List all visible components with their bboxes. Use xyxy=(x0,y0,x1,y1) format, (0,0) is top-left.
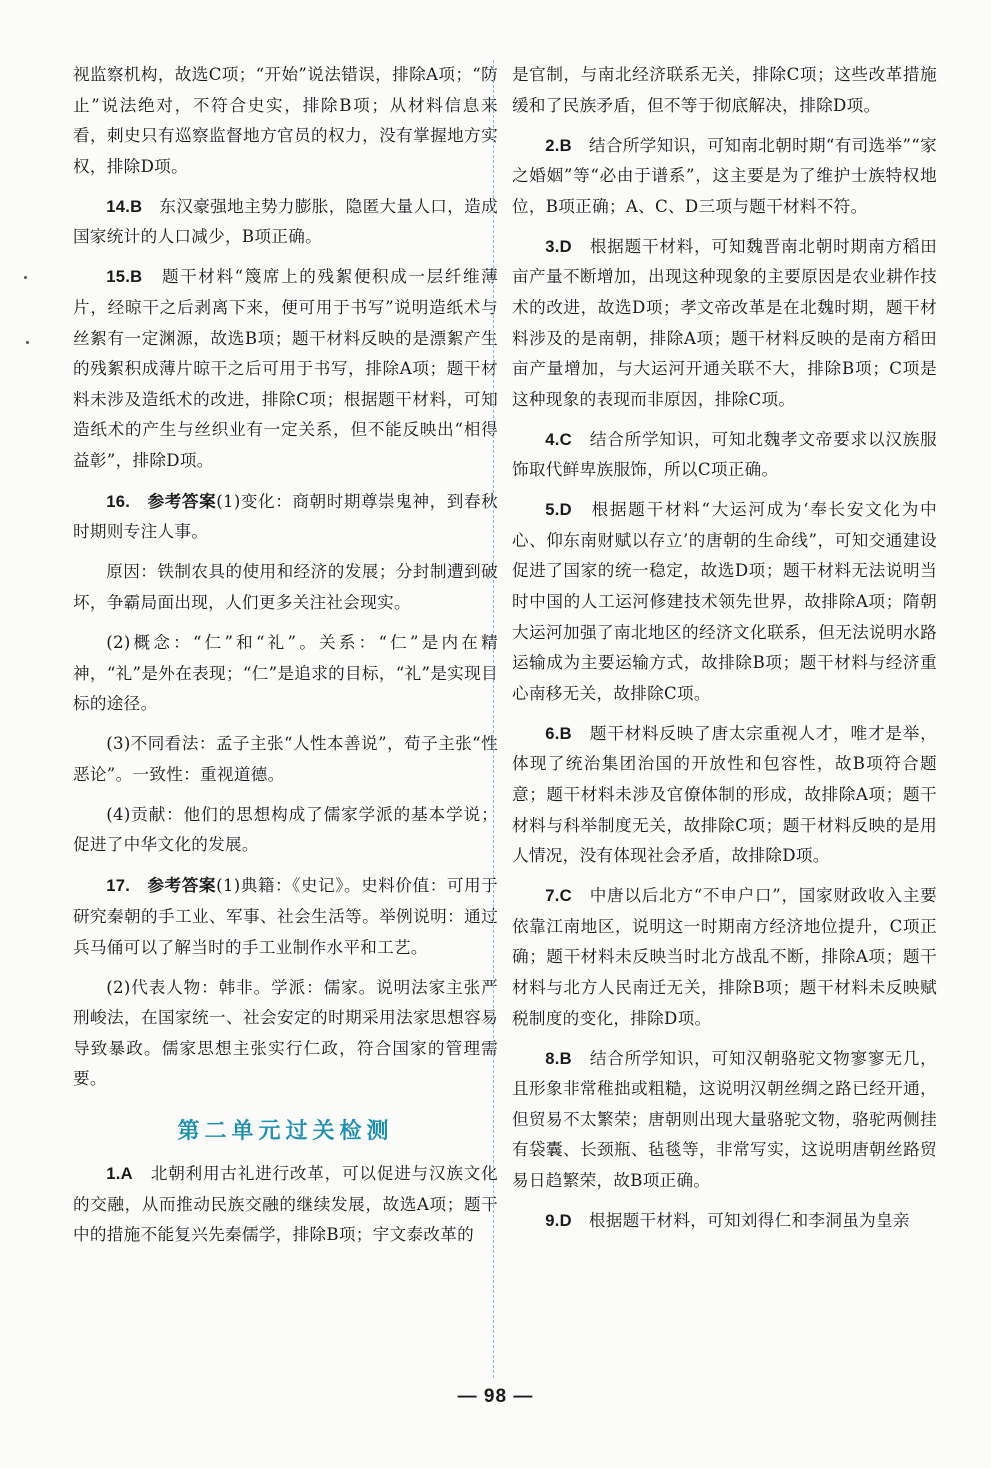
answer-7 xyxy=(512,881,937,1034)
answer-6 xyxy=(512,719,937,872)
answer-choice: D xyxy=(559,236,572,256)
right-column xyxy=(512,60,937,1246)
question-number: 14. xyxy=(106,196,131,216)
page-number: — 98 — xyxy=(457,1386,534,1407)
explanation: 北朝利用古礼进行改革，可以促进与汉族文化的交融，从而推动民族交融的继续发展，故选A项；题干中的措施不能复兴先秦儒学，排除B项；宇文泰改革的 xyxy=(73,1163,498,1245)
question-number: 5. xyxy=(545,500,560,520)
answer-2 xyxy=(512,131,937,223)
question-number: 9. xyxy=(545,1210,560,1230)
explanation: 根据题干材料，可知魏晋南北朝时期南方稻田亩产量不断增加，出现这种现象的主要原因是农业耕作技术的改进，故选D项；孝文帝改革是在北魏时期，题干材料涉及的是南朝，排除A项；题干材料反映的是南方稻田亩产量增加，与大运河开通关联不大，排除B项；C项是这种现象的表现而非原因，排除C项。 xyxy=(512,236,937,409)
explanation: 根据题干材料“大运河成为‘奉长安文化为中心、仰东南财赋以存立’的唐朝的生命线”，可知交通建设促进了国家的统一稳定，故选D项；题干材料无法说明当时中国的人工运河修建技术领先世界，故排除A项；隋朝大运河加强了南北地区的经济文化联系，但无法说明水路运输成为主要运输方式，故排除B项；题干材料与经济重心南移无关，故排除C项。 xyxy=(512,500,937,703)
explanation: 根据题干材料，可知刘得仁和李洞虽为皇亲 xyxy=(588,1210,910,1230)
answer-choice: B xyxy=(130,196,143,216)
explanation: 中唐以后北方“不申户口”，国家财政收入主要依靠江南地区，说明这一时期南方经济地位提升，C项正确；题干材料未反映当时北方战乱不断，排除A项；题干材料与北方人民南迁无关，排除B项；题干材料未反映赋税制度的变化，排除D项。 xyxy=(512,886,938,1028)
question-number: 7. xyxy=(545,886,560,906)
question-number: 1. xyxy=(106,1163,121,1183)
question-number: 8. xyxy=(545,1048,560,1068)
answer-choice: D xyxy=(559,1210,572,1230)
answer-16 xyxy=(73,486,498,548)
section-title: 第二单元过关检测 xyxy=(177,1118,394,1144)
answer-16-part: (2)概念：“仁”和“礼”。关系：“仁”是内在精神，“礼”是外在表现；“仁”是追求的目标，“礼”是实现目标的途径。 xyxy=(73,633,498,714)
question-number: 6. xyxy=(545,723,560,743)
unit2-answer-1 xyxy=(73,1159,498,1251)
answer-choice: D xyxy=(559,500,572,520)
answer-part: (1)变化：商朝时期尊崇鬼神，到春秋时期则专注人事。 xyxy=(73,491,499,542)
answer-8 xyxy=(512,1044,937,1197)
answer-choice: B xyxy=(130,267,143,287)
explanation: 结合所学知识，可知汉朝骆驼文物寥寥无几，且形象非常稚拙或粗糙，这说明汉朝丝绸之路已经开通，但贸易不太繁荣；唐朝则出现大量骆驼文物，骆驼两侧挂有袋囊、长颈瓶、毡毯等，非常写实，这说明唐朝丝路贸易日趋繁荣，故B项正确。 xyxy=(512,1048,937,1190)
answer-14 xyxy=(73,192,498,253)
question-number: 17. xyxy=(106,876,131,896)
reference-answer-label: 参考答案 xyxy=(147,490,217,511)
answer-16-part: (3)不同看法：孟子主张“人性本善说”，荀子主张“性恶论”。一致性：重视道德。 xyxy=(73,734,498,784)
answer-4 xyxy=(512,425,937,486)
answer-17-part: (2)代表人物：韩非。学派：儒家。说明法家主张严刑峻法，在国家统一、社会安定的时期采用法家思想容易导致暴政。儒家思想主张实行仁政，符合国家的管理需要。 xyxy=(73,977,498,1089)
question-number: 16. xyxy=(106,491,131,511)
stray-mark xyxy=(26,341,29,344)
answer-choice: B xyxy=(559,723,572,743)
answer-16-part: 原因：铁制农具的使用和经济的发展；分封制遭到破坏，争霸局面出现，人们更多关注社会现实。 xyxy=(73,562,498,613)
answer-5 xyxy=(512,495,937,709)
explanation: 结合所学知识，可知北魏孝文帝要求以汉族服饰取代鲜卑族服饰，所以C项正确。 xyxy=(512,429,937,480)
answer-choice: B xyxy=(559,1048,572,1068)
continued-paragraph: 是官制，与南北经济联系无关，排除C项；这些改革措施缓和了民族矛盾，但不等于彻底解决，排除D项。 xyxy=(512,65,937,115)
answer-16-part: (4)贡献：他们的思想构成了儒家学派的基本学说；促进了中华文化的发展。 xyxy=(73,804,498,855)
question-number: 3. xyxy=(545,236,560,256)
question-number: 2. xyxy=(545,135,560,155)
question-number: 4. xyxy=(545,429,560,449)
answer-part: (1)典籍：《史记》。史料价值：可用于研究秦朝的手工业、军事、社会生活等。举例说明：通过兵马俑可以了解当时的手工业制作水平和工艺。 xyxy=(73,876,498,957)
answer-choice: B xyxy=(559,135,572,155)
column-divider xyxy=(493,60,494,1378)
stray-mark xyxy=(24,276,27,279)
answer-15 xyxy=(73,262,498,476)
question-number: 15. xyxy=(106,267,131,287)
answer-3 xyxy=(512,232,937,416)
explanation: 东汉豪强地主势力膨胀，隐匿大量人口，造成国家统计的人口减少，B项正确。 xyxy=(73,196,498,247)
explanation: 题干材料“篾席上的残絮便积成一层纤维薄片，经晾干之后剥离下来，便可用于书写”说明造纸术与丝絮有一定渊源，故选B项；题干材料反映的是漂絮产生的残絮积成薄片晾干之后可用于书写，排除A项；题干材料未涉及造纸术的改进，排除C项；根据题干材料，可知造纸术的产生与丝织业有一定关系，但不能反映出“相得益彰”，排除D项。 xyxy=(73,267,498,470)
answer-9 xyxy=(512,1206,937,1237)
explanation: 结合所学知识，可知南北朝时期“有司选举”“家之婚姻”等“必由于谱系”，这主要是为了维护士族特权地位，B项正确；A、C、D三项与题干材料不符。 xyxy=(512,135,937,216)
continued-paragraph: 视监察机构，故选C项；“开始”说法错误，排除A项；“防止”说法绝对，不符合史实，排除B项；从材料信息来看，刺史只有巡察监督地方官员的权力，没有掌握地方实权，排除D项。 xyxy=(73,65,498,176)
left-column xyxy=(73,60,498,1260)
answer-17 xyxy=(73,870,498,963)
answer-choice: C xyxy=(559,886,572,906)
answer-choice: A xyxy=(120,1163,133,1183)
answer-choice: C xyxy=(559,429,572,449)
explanation: 题干材料反映了唐太宗重视人才，唯才是举，体现了统治集团治国的开放性和包容性，故B项符合题意；题干材料未涉及官僚体制的形成，故排除A项；题干材料与科举制度无关，故排除C项；题干材料反映的是用人情况，没有体现社会矛盾，故排除D项。 xyxy=(512,723,937,866)
reference-answer-label: 参考答案 xyxy=(147,875,217,896)
